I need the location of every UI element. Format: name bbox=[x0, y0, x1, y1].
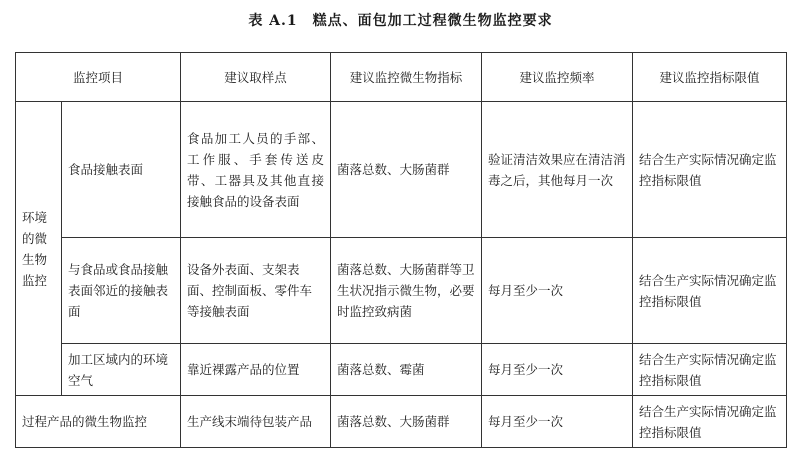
row-indicator: 菌落总数、大肠菌群 bbox=[331, 396, 482, 448]
table-row bbox=[16, 396, 787, 448]
row-sample: 生产线末端待包装产品 bbox=[181, 396, 331, 448]
row-indicator: 菌落总数、大肠菌群等卫生状况指示微生物，必要时监控致病菌 bbox=[331, 238, 482, 344]
row-subitem: 与食品或食品接触表面邻近的接触表面 bbox=[62, 238, 181, 344]
row-limit: 结合生产实际情况确定监控指标限值 bbox=[633, 396, 787, 448]
row-sample: 设备外表面、支架表面、控制面板、零件车等接触表面 bbox=[181, 238, 331, 344]
header-limit: 建议监控指标限值 bbox=[633, 53, 787, 102]
row-limit: 结合生产实际情况确定监控指标限值 bbox=[633, 238, 787, 344]
row-limit: 结合生产实际情况确定监控指标限值 bbox=[633, 344, 787, 396]
row-sample: 靠近裸露产品的位置 bbox=[181, 344, 331, 396]
row-subitem: 加工区域内的环境空气 bbox=[62, 344, 181, 396]
row-frequency: 每月至少一次 bbox=[482, 396, 633, 448]
monitoring-table bbox=[15, 52, 787, 448]
row-sample: 食品加工人员的手部、工作服、手套传送皮带、工器具及其他直接接触食品的设备表面 bbox=[181, 102, 331, 238]
row-frequency: 每月至少一次 bbox=[482, 344, 633, 396]
header-indicator: 建议监控微生物指标 bbox=[331, 53, 482, 102]
row-subitem: 食品接触表面 bbox=[62, 102, 181, 238]
row-frequency: 验证清洁效果应在清洁消毒之后，其他每月一次 bbox=[482, 102, 633, 238]
row-limit: 结合生产实际情况确定监控指标限值 bbox=[633, 102, 787, 238]
row-indicator: 菌落总数、大肠菌群 bbox=[331, 102, 482, 238]
env-monitoring-label: 环境的微生物监控 bbox=[16, 102, 62, 396]
row-frequency: 每月至少一次 bbox=[482, 238, 633, 344]
header-sample: 建议取样点 bbox=[181, 53, 331, 102]
header-item: 监控项目 bbox=[16, 53, 181, 102]
table-row bbox=[16, 344, 787, 396]
row-indicator: 菌落总数、霉菌 bbox=[331, 344, 482, 396]
process-item: 过程产品的微生物监控 bbox=[16, 396, 181, 448]
header-frequency: 建议监控频率 bbox=[482, 53, 633, 102]
header-row bbox=[16, 53, 787, 102]
table-title: 表 A.1 糕点、面包加工过程微生物监控要求 bbox=[248, 13, 553, 29]
table-row bbox=[16, 102, 787, 238]
table-row bbox=[16, 238, 787, 344]
